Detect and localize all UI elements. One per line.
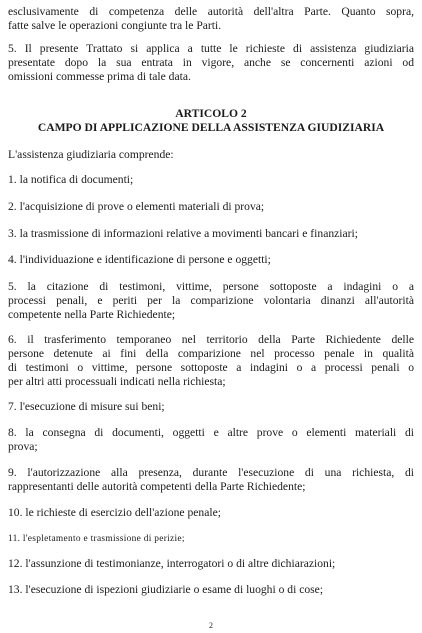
list-item-6-line-3: di testimoni o vittime, persone sottoposte a indagini o a processi penali o <box>8 361 414 374</box>
list-item-4: 4. l'individuazione e identificazione di persone e oggetti; <box>8 253 271 266</box>
list-item-7: 7. l'esecuzione di misure sui beni; <box>8 400 165 413</box>
article-title: CAMPO DI APPLICAZIONE DELLA ASSISTENZA GIUDIZIARIA <box>37 121 385 134</box>
list-item-2: 2. l'acquisizione di prove o elementi materiali di prova; <box>8 200 265 213</box>
list-item-9-line-1: 9. l'autorizzazione alla presenza, durante l'esecuzione di una richiesta, di <box>8 466 414 479</box>
list-item-5-line-3: competente nella Parte Richiedente; <box>8 308 176 321</box>
list-item-6-line-2: persone detenute ai fini della comparizione nel processo penale in qualità <box>8 347 414 360</box>
list-item-11: 11. l'espletamento e trasmissione di perizie; <box>8 534 185 544</box>
list-item-6-line-4: per altri atti processuali indicati nella richiesta; <box>8 375 226 388</box>
article-number: ARTICOLO 2 <box>175 107 247 120</box>
list-item-9-line-2: rappresentanti delle autorità competenti della Parte Richiedente; <box>8 480 306 493</box>
list-item-10: 10. le richieste di esercizio dell'azione penale; <box>8 506 221 519</box>
paragraph-5-line-1: 5. Il presente Trattato si applica a tutte le richieste di assistenza giudiziaria <box>8 42 414 55</box>
intro-line-1: esclusivamente di competenza delle autorità dell'altra Parte. Quanto sopra, <box>8 5 414 18</box>
list-item-12: 12. l'assunzione di testimonianze, interrogatori o di altre dichiarazioni; <box>8 557 336 570</box>
page-number: 2 <box>209 621 213 630</box>
list-item-8-line-1: 8. la consegna di documenti, oggetti e altre prove o elementi materiali di <box>8 426 414 439</box>
list-item-3: 3. la trasmissione di informazioni relative a movimenti bancari e finanziari; <box>8 227 358 240</box>
paragraph-5-line-2: presentate dopo la sua entrata in vigore, anche se concernenti azioni od <box>8 56 414 69</box>
list-item-1: 1. la notifica di documenti; <box>8 173 134 186</box>
paragraph-5-line-3: omissioni commesse prima di tale data. <box>8 70 191 83</box>
list-item-5-line-1: 5. la citazione di testimoni, vittime, persone sottoposte a indagini o a <box>8 280 414 293</box>
list-item-13: 13. l'esecuzione di ispezioni giudiziarie o esame di luoghi o di cose; <box>8 583 324 596</box>
list-item-6-line-1: 6. il trasferimento temporaneo nel territorio della Parte Richiedente delle <box>8 333 414 346</box>
intro-line-2: fatte salve le operazioni congiunte tra le Parti. <box>8 19 222 32</box>
list-item-8-line-2: prova; <box>8 440 38 453</box>
lead-text: L'assistenza giudiziaria comprende: <box>8 148 174 161</box>
list-item-5-line-2: processi penali, e periti per la comparizione volontaria dinanzi all'autorità <box>8 294 414 307</box>
